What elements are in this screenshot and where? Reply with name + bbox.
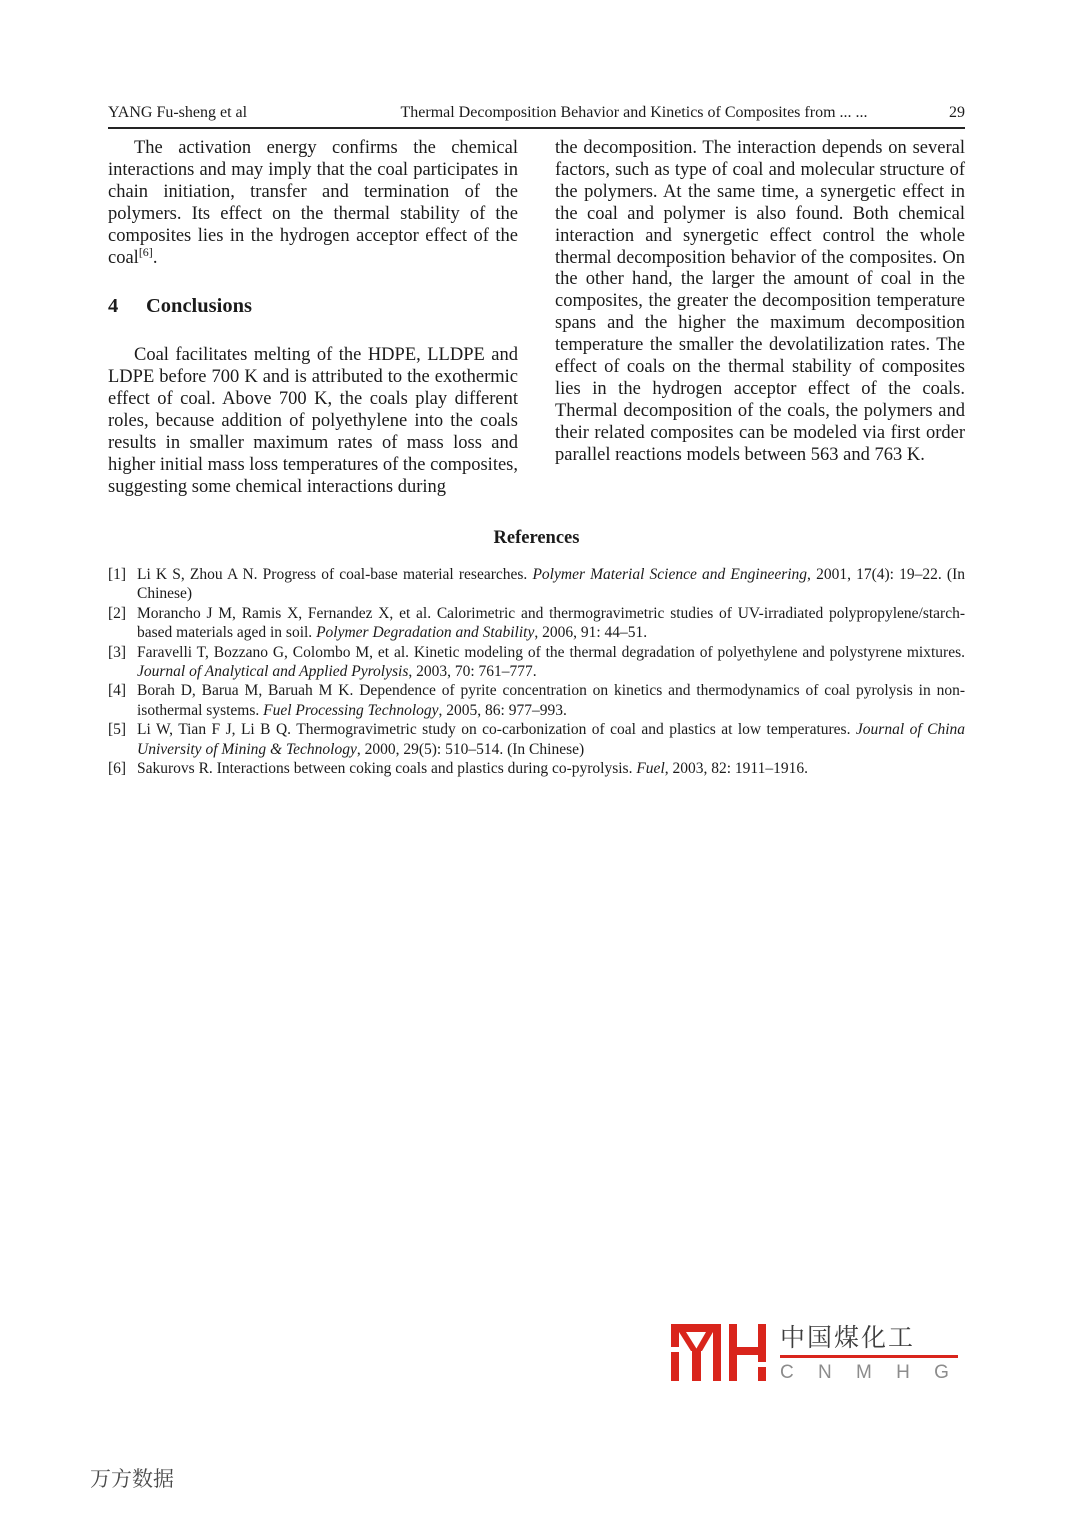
- paragraph-text: The activation energy confirms the chemical interactions and may imply that the coal participates in chain initiation, transfer and termination of the polymers. Its effect on the thermal stability of the composites lies in the hydrogen acceptor effect of the coal: [108, 138, 518, 268]
- reference-text: [137, 760, 808, 777]
- reference-journal: Polymer Material Science and Engineering: [532, 566, 808, 583]
- reference-text: [137, 721, 965, 757]
- reference-text-after: , 2006, 91: 44–51.: [534, 624, 648, 642]
- publisher-logo-text: [780, 1324, 958, 1383]
- reference-item-4: [108, 681, 965, 720]
- reference-text-before: Sakurovs R. Interactions between coking coals and plastics during co-pyrolysis.: [137, 760, 637, 778]
- reference-label: [1]: [108, 566, 127, 583]
- left-column: [108, 138, 518, 499]
- paragraph-conclusions: Coal facilitates melting of the HDPE, LLDPE and LDPE before 700 K and is attributed to the exothermic effect of coal. Above 700 K, the coals play different roles, because addition of polyethylene into the coals results in smaller maximum rates of mass loss and higher initial mass loss temperatures of the composites, suggesting some chemical interactions during: [108, 345, 518, 497]
- reference-journal: Journal of China University of Mining & Technology: [137, 721, 966, 758]
- paragraph-period: .: [152, 247, 158, 268]
- reference-text-after: , 2005, 86: 977–993.: [438, 701, 567, 719]
- reference-text-before: Morancho J M, Ramis X, Fernandez X, et al. Calorimetric and thermogravimetric studies of UV-irradiated polypropylene/starch-based materials aged in soil.: [137, 604, 965, 642]
- paragraph-activation-energy: [108, 138, 518, 269]
- reference-journal: Journal of Analytical and Applied Pyrolysis: [137, 663, 409, 681]
- reference-text: [137, 566, 965, 602]
- logo-red-rule: [780, 1355, 958, 1358]
- reference-text-before: Faravelli T, Bozzano G, Colombo M, et al. Kinetic modeling of the thermal degradation of polyethylene and polystyrene mixtures.: [137, 643, 965, 661]
- reference-text: [137, 682, 965, 718]
- section-title: Conclusions: [146, 295, 252, 318]
- cnmhg-logo-icon: [671, 1324, 766, 1381]
- publisher-latin-name: C N M H G: [780, 1362, 959, 1383]
- running-header: [108, 103, 965, 129]
- reference-item-2: [108, 604, 965, 643]
- reference-text-after: , 2003, 82: 1911–1916.: [664, 760, 808, 778]
- publisher-logo: [671, 1324, 958, 1383]
- reference-item-5: [108, 720, 965, 759]
- reference-label: [3]: [108, 643, 127, 661]
- reference-item-1: [108, 565, 965, 604]
- right-column: [555, 138, 965, 499]
- reference-label: [2]: [108, 604, 127, 622]
- reference-text-before: Li K S, Zhou A N. Progress of coal-base material researches.: [137, 566, 533, 583]
- publisher-chinese-name: 中国煤化工: [780, 1324, 916, 1352]
- header-page-number: 29: [949, 104, 965, 121]
- header-author: YANG Fu-sheng et al: [108, 104, 248, 121]
- section-number: 4: [108, 295, 119, 318]
- reference-text: [137, 605, 965, 641]
- section-heading-conclusions: [108, 295, 518, 318]
- reference-text-after: , 2001, 17(4): 19–22. (In Chinese): [137, 566, 965, 603]
- reference-label: [4]: [108, 682, 127, 700]
- reference-item-3: [108, 643, 965, 682]
- reference-journal: Fuel: [636, 760, 665, 778]
- reference-journal: Fuel Processing Technology: [263, 701, 439, 719]
- references-section: [108, 527, 965, 778]
- reference-label: [5]: [108, 721, 127, 739]
- reference-text-after: , 2003, 70: 761–777.: [408, 663, 537, 681]
- reference-text-before: Li W, Tian F J, Li B Q. Thermogravimetric study on co-carbonization of coal and plastics at low temperatures.: [137, 721, 856, 739]
- header-title: Thermal Decomposition Behavior and Kinetics of Composites from ... ...: [400, 104, 868, 121]
- body-columns: [108, 138, 965, 499]
- reference-label: [6]: [108, 760, 127, 778]
- citation-superscript: [6]: [138, 244, 153, 259]
- reference-journal: Polymer Degradation and Stability: [316, 624, 535, 642]
- references-heading: References: [493, 528, 580, 548]
- reference-text-before: Borah D, Barua M, Baruah M K. Dependence of pyrite concentration on kinetics and thermodynamics of coal pyrolysis in non-isothermal systems.: [137, 682, 965, 719]
- reference-item-6: [108, 759, 965, 778]
- paragraph-conclusions-continued: the decomposition. The interaction depends on several factors, such as type of coal and molecular structure of the polymers. At the same time, a synergetic effect in the coal and polymer is also found. Both chemical interaction and synergetic effect control the whole thermal decomposition behavior of the composites. On the other hand, the larger the amount of coal in the composites, the greater the decomposition temperature spans and the higher the maximum decomposition temperature the smaller the devolatilization rates. The effect of coals on the thermal stability of composites lies in the hydrogen acceptor effect of the coals. Thermal decomposition of the coals, the polymers and their related composites can be modeled via first order parallel reactions models between 563 and 763 K.: [555, 138, 965, 465]
- reference-text: [137, 644, 965, 680]
- wanfang-watermark: 万方数据: [90, 1468, 174, 1491]
- reference-text-after: , 2000, 29(5): 510–514. (In Chinese): [356, 740, 585, 758]
